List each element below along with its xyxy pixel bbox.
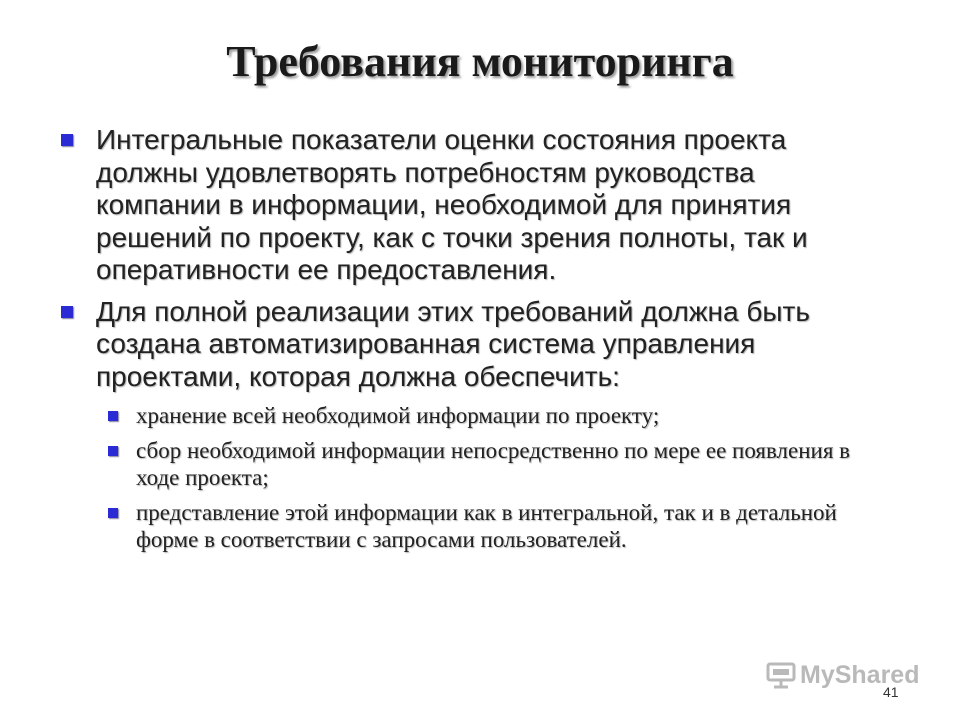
sub-bullet-item <box>106 402 878 429</box>
watermark-logo <box>766 658 926 692</box>
bullet-text: Интегральные показатели оценки состояния проекта должны удовлетворять потребностям руководства компании в информации, необходимой для принятия решений по проекту, как с точки зрения полноты, так и оперативности ее предоставления. <box>96 124 808 285</box>
sub-bullet-item <box>106 437 878 491</box>
square-bullet-icon <box>108 446 118 456</box>
square-bullet-icon <box>108 411 118 421</box>
sub-bullet-item <box>106 499 878 553</box>
square-bullet-icon <box>61 134 73 146</box>
bullet-item <box>58 124 878 287</box>
square-bullet-icon <box>61 306 73 318</box>
slide-content <box>58 124 878 561</box>
bullet-item <box>58 296 878 394</box>
watermark-text: MyShared <box>800 660 920 689</box>
slide-number: 41 <box>883 684 899 700</box>
slide-title: Требования мониторинга <box>226 37 734 86</box>
sub-bullet-text: хранение всей необходимой информации по проекту; <box>136 403 660 428</box>
presentation-board-icon <box>766 661 796 689</box>
sub-bullet-list <box>106 402 878 553</box>
sub-bullet-text: представление этой информации как в интегральной, так и в детальной форме в соответствии с запросами пользователей. <box>136 500 837 552</box>
sub-bullet-text: сбор необходимой информации непосредственно по мере ее появления в ходе проекта; <box>136 438 851 490</box>
square-bullet-icon <box>108 508 118 518</box>
bullet-text: Для полной реализации этих требований должна быть создана автоматизированная система управления проектами, которая должна обеспечить: <box>96 295 810 392</box>
